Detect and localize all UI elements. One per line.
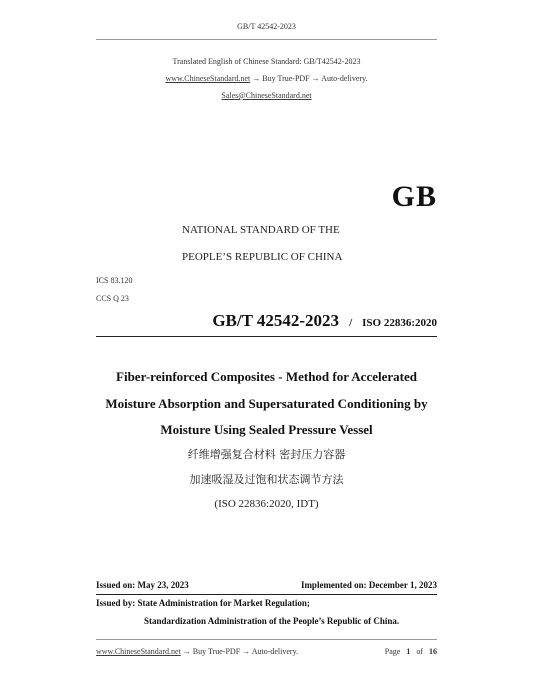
site-link[interactable]: www.ChineseStandard.net <box>165 74 251 83</box>
page-label: Page <box>384 647 401 656</box>
footer-buy-text: → Buy True-PDF → Auto-delivery. <box>182 647 299 656</box>
national-standard-line-2: PEOPLE’S REPUBLIC OF CHINA <box>182 251 343 263</box>
footer-site-link[interactable]: www.ChineseStandard.net <box>96 647 181 656</box>
ics-code: ICS 83.120 <box>96 276 133 285</box>
header-divider <box>96 39 437 40</box>
page-of: of <box>416 647 423 656</box>
dates-divider <box>96 594 437 595</box>
title-en-line-2: Moisture Absorption and Supersaturated Conditioning by <box>105 396 428 411</box>
national-standard-line-1: NATIONAL STANDARD OF THE <box>182 224 340 236</box>
implemented-date: Implemented on: December 1, 2023 <box>300 580 437 590</box>
issuer-line-2: Standardization Administration of the People’s Republic of China. <box>144 616 400 626</box>
buy-text: → Buy True-PDF → Auto-delivery. <box>252 74 368 83</box>
page-indicator <box>385 647 437 656</box>
standard-number: GB/T 42542-2023 <box>212 311 340 330</box>
page-current: 1 <box>406 647 411 656</box>
idt-note: (ISO 22836:2020, IDT) <box>214 498 319 510</box>
title-en-line-1: Fiber-reinforced Composites - Method for Accelerated <box>116 369 417 384</box>
running-header: GB/T 42542-2023 <box>237 22 296 31</box>
title-divider <box>96 336 437 337</box>
title-en-line-3: Moisture Using Sealed Pressure Vessel <box>160 422 373 437</box>
page-total: 16 <box>429 647 437 656</box>
issuer-line-1: Issued by: State Administration for Market Regulation; <box>96 598 310 608</box>
promo-line: Translated English of Chinese Standard: GB/T42542-2023 <box>172 57 361 66</box>
footer-left <box>96 647 298 656</box>
title-cn-line-2: 加速吸湿及过饱和状态调节方法 <box>189 473 344 486</box>
gb-mark: GB <box>391 180 437 213</box>
footer-divider <box>96 639 437 640</box>
ccs-code: CCS Q 23 <box>96 294 129 303</box>
title-cn-line-1: 纤维增强复合材料 密封压力容器 <box>187 448 346 461</box>
number-separator: / <box>349 317 353 329</box>
iso-number: ISO 22836:2020 <box>362 317 437 329</box>
standard-number-line <box>212 311 437 331</box>
issued-date: Issued on: May 23, 2023 <box>96 580 189 590</box>
email-link[interactable]: Sales@ChineseStandard.net <box>221 91 312 100</box>
promo-email-line <box>0 91 533 100</box>
promo-buy-line <box>0 74 533 83</box>
